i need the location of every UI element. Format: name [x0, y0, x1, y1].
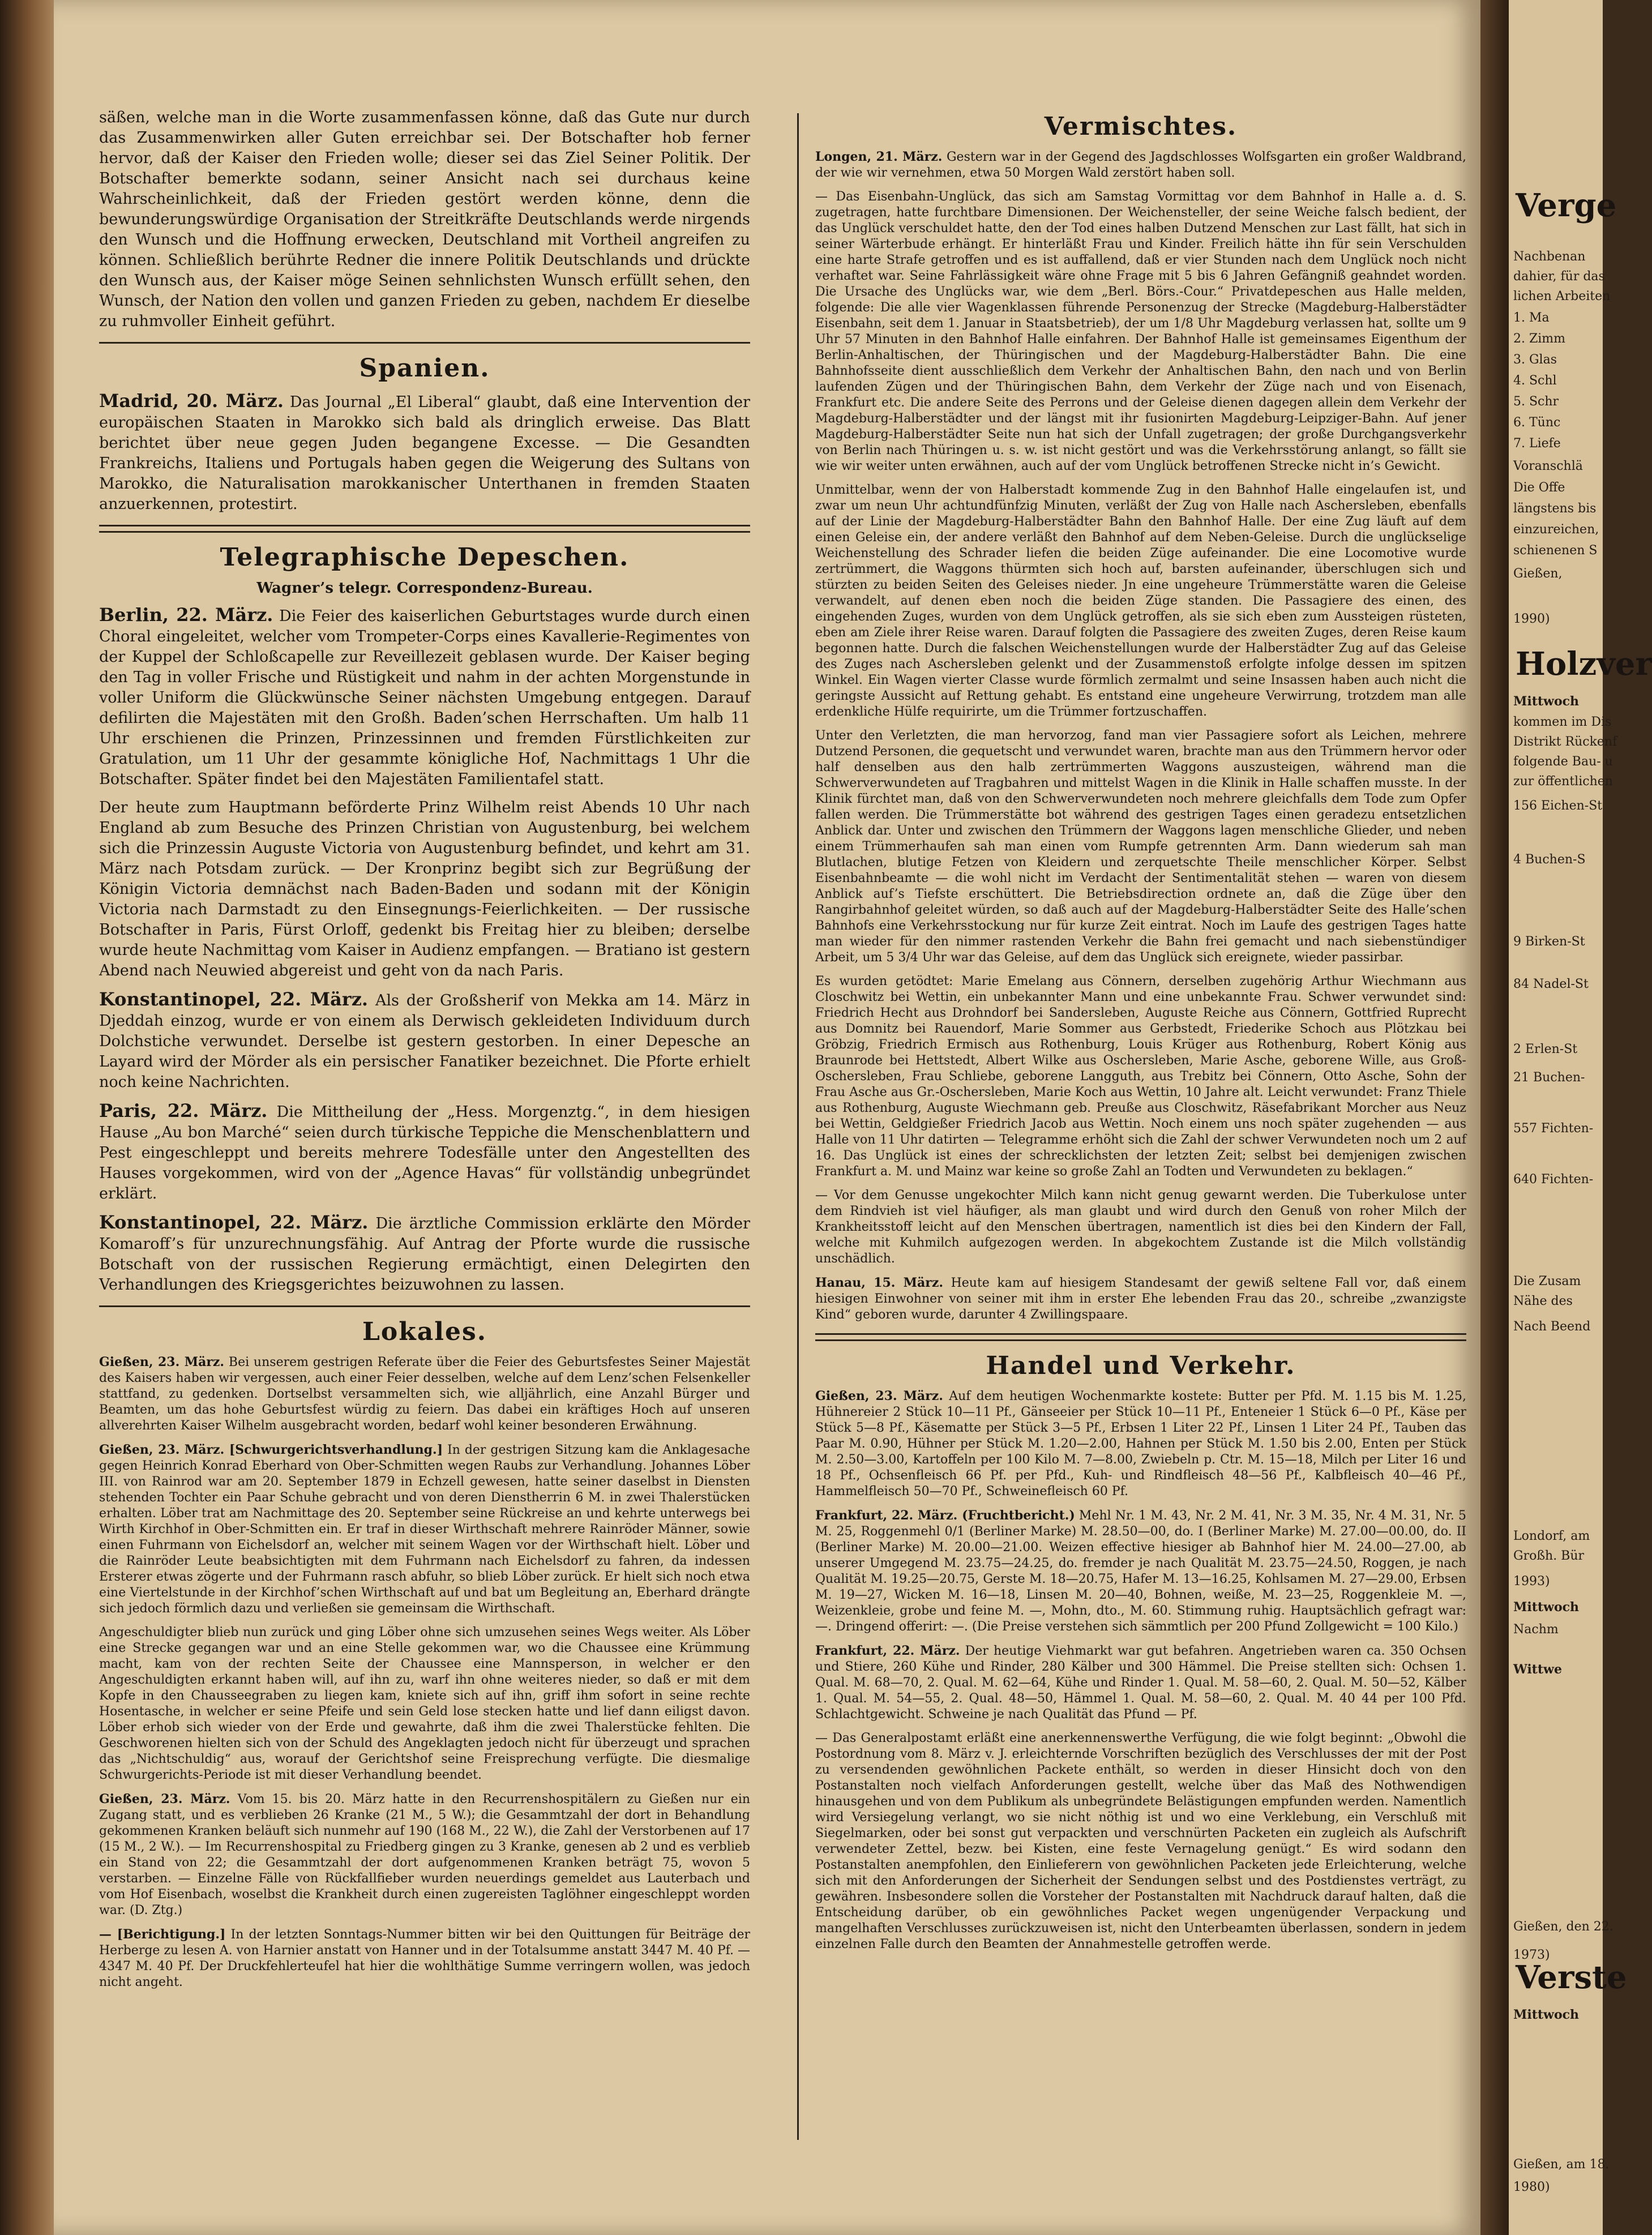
text-fragment: Wittwe [1513, 1662, 1562, 1677]
article-eisenbahn-unglueck-3: Unter den Verletzten, die man hervorzog, fand man vier Passagiere sofort als Leichen, mehrere Dutzend Personen, die gequetscht und verwundet waren, brachte man aus den Trümmern hervor oder half denselben aus den halb zertrümmerten Waggons auszusteigen, während man die Schwerverwundeten auf Tragbahren und mittelst Wagen in die Klinik in Halle schaffen musste. In der Klinik fürchtet man, daß von den Schwerverwundeten noch mehrere gleichfalls dem Tode zum Opfer fallen werden. Die Trümmerstätte bot während des gestrigen Tages einen geradezu entsetzlichen Anblick dar. Unter und zwischen den Trümmern der Waggons lagen menschliche Glieder, und neben einem Trümmerhaufen sah man einen vom Rumpfe getrennten Arm. Dann wiederum sah man Blutlachen, blutige Fetzen von Kleidern und zerquetschte Theile menschlicher Körper. Selbst Eisenbahnbeamte — die wohl nicht im Verdacht der Sentimentalität stehen — waren von diesem Anblick auf’s Tiefste erschüttert. Die Betriebsdirection ordnete an, daß die Züge über den Rangirbahnhof geleitet würden, so daß auch auf der Magdeburg-Halberstädter Seite des Halle’schen Bahnhofs eine Verkehrsstockung nur für kurze Zeit eintrat. Noch im Laufe des gestrigen Tages hatte man wieder für den nimmer rastenden Verkehr die Bahn frei gemacht und nach siebenstündiger Arbeit, um 5 3/4 Uhr war das Geleise, auf dem das Unglück sich ereignete, wieder passirbar. [815, 729, 1466, 965]
article-eisenbahn-unglueck-2: Unmittelbar, wenn der von Halberstadt kommende Zug in den Bahnhof Halle eingelaufen ist, und zwar um neun Uhr achtundfünfzig Minuten, verläßt der Zug von Halle nach Aschersleben, ebenfalls auf der Linie der Magdeburg-Halberstädter Bahn den Bahnhof Halle. Der eine Zug läuft auf dem einen Geleise ein, der andere verläßt den Bahnhof auf dem Neben-Geleise. Durch die unglückselige Weichenstellung des Schrader liefen die beiden Züge aufeinander. Die eine Locomotive wurde zertrümmert, die Waggons thürmten sich hoch auf, barsten aufeinander, überschlugen sich und stürzten zu beiden Seiten des Geleises nieder. Jn eine ungeheure Trümmerstätte waren die Geleise verwandelt, auf denen eben noch die beiden Züge standen. Die Passagiere des einen, des eingehenden Zuges, wurden von dem Unglück getroffen, als sie sich eben zum Aussteigen rüsteten, eben am Ziele ihrer Reise waren. Darauf folgten die Passagiere des zweiten Zuges, deren Reise kaum begonnen hatte. Durch die falschen Weichenstellungen wurde der Halberstädter Zug auf das Geleise des Zuges nach Aschersleben gelenkt und der Zusammenstoß erfolgte infolge dessen im spitzen Winkel. Ein Wagen vierter Classe wurde förmlich zermalmt und seine Insassen haben auch nicht die geringste Aussicht auf Rettung gehabt. Es entstand eine ungeheure Verwirrung, trotzdem man alle erdenkliche Hülfe requirirte, um die Trümmer fortzuschaffen. [815, 483, 1466, 719]
text-fragment: einzureichen, [1513, 523, 1599, 537]
text-fragment: 2 Erlen-St [1513, 1042, 1578, 1056]
section-heading-telegraphische-depeschen: Telegraphische Depeschen. [220, 543, 630, 572]
article-berichtigung [99, 1926, 750, 1990]
dateline: Gießen, 23. März. [Schwurgerichtsverhandlung.] [99, 1442, 443, 1457]
handel-block [815, 1388, 1466, 1953]
dateline: Gießen, 23. März. [99, 1355, 225, 1369]
intro-paragraph: säßen, welche man in die Worte zusammenfassen könne, daß das Gute nur durch das Zusammenwirken aller Guten erreichbar sei. Der Botschafter hob ferner hervor, daß der Kaiser den Frieden wolle; dieser sei das Ziel Seiner Politik. Der Botschafter bemerkte sodann, seiner Ansicht nach sei durchaus keine Wahrscheinlichkeit, daß der Frieden gestört werden könne, denn die bewunderungswürdige Organisation der Streitkräfte Deutschlands werde nirgends den Wunsch und die Hoffnung erwecken, Deutschland mit Vortheil angreifen zu können. Schließlich berührte Redner die innere Politik Deutschlands und drückte den Wunsch aus, der Kaiser möge Seinen sehnlichsten Wunsch erfüllt sehen, den Wunsch, der Nation den vollen und ganzen Frieden zu geben, nachdem Er dieselbe zu ruhmvoller Einheit geführt. [99, 109, 750, 330]
double-divider [815, 1333, 1466, 1341]
text-fragment: dahier, für das [1513, 269, 1605, 284]
text-fragment: 7. Liefe [1513, 436, 1561, 451]
left-column [99, 108, 750, 1998]
text-fragment: 2. Zimm [1513, 332, 1566, 346]
article-giessen-3 [99, 1791, 750, 1919]
double-divider [99, 525, 750, 533]
article-konstantinopel [99, 989, 750, 1093]
dateline: Frankfurt, 22. März. [815, 1643, 960, 1658]
section-heading-handel-und-verkehr: Handel und Verkehr. [986, 1351, 1296, 1380]
section-heading-lokales: Lokales. [362, 1317, 487, 1346]
lokales-block [99, 1354, 750, 1990]
article-body: Vom 15. bis 20. März hatte in den Recurrenshospitälern zu Gießen nur ein Zugang statt, und es verblieben 26 Kranke (21 M., 5 W.); die Gesammtzahl der dort in Behandlung gekommenen Kranken beläuft sich nunmehr auf 190 (168 M., 22 W.), die Zahl der Verstorbenen auf 17 (15 M., 2 W.). — Im Recurrenshospital zu Friedberg gingen zu 3 Kranke, genesen ab 2 und es verblieb ein Stand von 22; die Gesammtzahl der dort aufgenommenen Kranken beträgt 75, wovon 5 verstarben. — Einzelne Fälle von Rückfallfieber wurden neuerdings gemeldet aus Lauterbach und vom Hof Eisenbach, woselbst die Krankheit durch einen zugereisten Taglöhner eingeschleppt worden war. [99, 1792, 751, 1917]
article-handel-frankfurt-frucht [815, 1508, 1466, 1635]
text-fragment: Die Zusam [1513, 1274, 1581, 1288]
article-giessen-2-continued: Angeschuldigter blieb nun zurück und ging Löber ohne sich umzusehen seines Wegs weiter. Als Löber eine Strecke gegangen war und an eine Stelle gekommen war, wo die Chaussee eine Krümmung macht, kam von der rechten Seite der Chaussee eine Mannsperson, in welcher er den Angeschuldigten erkannt haben will, auf ihn zu, warf ihn ohne weiteres nieder, so daß er mit dem Kopfe in den Chausseegraben zu liegen kam, kniete sich auf ihn, griff ihm sofort in seine rechte Hosentasche, in welcher er seine Pfeife und sein Geld lose stecken hatte und lief dann eiligst davon. Löber erhob sich wieder von der Erde und gewahrte, daß ihm die zwei Thalerstücke fehlten. Die Geschworenen hielten sich von der Schuld des Angeklagten jedoch nicht für überzeugt und sprachen das „Nichtschuldig“ aus, worauf der Gerichtshof seine Freisprechung verfügte. Die diesmalige Schwurgerichts-Periode ist mit dieser Verhandlung beendet. [99, 1625, 750, 1782]
article-body: Bei unserem gestrigen Referate über die Feier des Geburtsfestes Seiner Majestät des Kaisers haben wir vergessen, auch einer Feier desselben, welche auf dem Lenz’schen Felsenkeller stattfand, zu gedenken. Dortselbst versammelten sich, wie alljährlich, eine Anzahl Bürger und Beamten, um das hohe Geburtsfest würdig zu feiern. Das dabei ein kräftiges Hoch auf unseren allverehrten Kaiser Wilhelm ausgebracht worden, bedarf wohl keiner besonderen Erwähnung. [99, 1355, 751, 1433]
dateline: Hanau, 15. März. [815, 1275, 944, 1290]
article-body: Die ärztliche Commission erklärte den Mörder Komaroff’s für unzurechnungsfähig. Auf Antrag der Pforte wurde die russische Botschaft von der russischen Regierung ermächtigt, einen Delegirten den Verhandlungen des Kriegsgerichtes beizuwohnen zu lassen. [99, 1215, 750, 1294]
text-fragment: lichen Arbeiten [1513, 289, 1611, 303]
article-giessen-2 [99, 1442, 750, 1617]
text-fragment: Nachbenan [1513, 250, 1586, 264]
text-fragment: Nachm [1513, 1622, 1559, 1637]
dateline: Frankfurt, 22. März. (Fruchtbericht.) [815, 1508, 1075, 1523]
book-binding [0, 0, 54, 2235]
text-fragment: 3. Glas [1513, 353, 1557, 367]
text-fragment: Distrikt Rückenf [1513, 735, 1617, 749]
dateline: Madrid, 20. März. [99, 390, 284, 412]
article-body: Heute kam auf hiesigem Standesamt der gewiß seltene Fall vor, daß einem hiesigen Einwohner von seiner mit ihm in erster Ehe lebenden Frau das 20., schreibe „zwanzigste Kind“ geboren wurde, darunter 4 Zwillingspaare. [815, 1276, 1466, 1322]
article-handel-giessen [815, 1388, 1466, 1500]
divider [99, 342, 750, 344]
text-fragment: 21 Buchen- [1513, 1071, 1585, 1085]
text-fragment: 9 Birken-St [1513, 935, 1585, 949]
text-fragment: 4. Schl [1513, 374, 1557, 388]
text-fragment: zur öffentlichen [1513, 774, 1613, 789]
section-subheading: Wagner’s telegr. Correspondenz-Bureau. [256, 580, 593, 597]
text-fragment: 1993) [1513, 1574, 1550, 1589]
article-body: Gestern war in der Gegend des Jagdschlosses Wolfsgarten ein großer Waldbrand, der wie wir vernehmen, etwa 50 Morgen Wald zerstört haben soll. [815, 150, 1466, 180]
article-paris [99, 1101, 750, 1204]
article-eisenbahn-unglueck: — Das Eisenbahn-Unglück, das sich am Samstag Vormittag vor dem Bahnhof in Halle a. d. S. zugetragen, hatte furchtbare Dimensionen. Der Weichensteller, der seine Weiche falsch bedient, der das Unglück verschuldet hatte, den der Tod eines halben Dutzend Menschen zur Last fällt, hat sich in seiner Wärterbude erhängt. Er hinterläßt Frau und Kinder. Freilich hätte ihn für sein Verschulden eine harte Strafe getroffen und es ist auffallend, daß er vier Stunden nach dem Unglück noch nicht verhaftet war. Seine Fahrlässigkeit wäre ohne Frage mit 5 bis 6 Jahren Gefängniß geahndet worden. Die Ursache des Unglücks war, wie dem „Berl. Börs.-Cour.“ Privatdepeschen aus Halle melden, folgende: Die alle vier Wagenklassen führende Personenzug der Strecke (Magdeburg-Halberstädter Eisenbahn, seit dem 1. Januar in Staatsbetrieb), der um 1/8 Uhr Magdeburg verlassen hat, sollte um 9 Uhr 57 Minuten in den Bahnhof Halle einfahren. Der Bahnhof Halle ist gemeinsames Eigenthum der Berlin-Anhaltischen, der Thüringischen und der Magdeburg-Halberstädter Bahn. Die eine Bahnhofsseite dient ausschließlich dem Verkehr der Anhaltischen Bahn, den nach und von Berlin laufenden Zügen und der Thüringischen Bahn, dem Verkehr der Züge nach und von Eisenach, Frankfurt etc. Die andere Seite des Perrons und der Geleise dienen dagegen allein dem Verkehr der Magdeburg-Halberstädter und der längst mit ihr fusionirten Magdeburg-Leipziger-Bahn. Auf jener Magdeburg-Halberstädter Seite nun hat sich der Unfall zugetragen; der große Durchgangsverkehr von Berlin nach Thüringen u. s. w. ist nicht gestört und was die Verkehrsstörung anlangt, so fällt sie wie wir weiter unten erwähnen, auch auf der vom Unglück betroffenen Strecke nicht in’s Gewicht. [815, 190, 1466, 473]
text-fragment: 1990) [1513, 612, 1550, 626]
text-fragment: 1973) [1513, 1948, 1550, 1962]
article-body: Auf dem heutigen Wochenmarkte kostete: Butter per Pfd. M. 1.15 bis M. 1.25, Hühnereier 2 Stück 10—11 Pf., Gänseeier per Stück 10—11 Pf., Enteneier 1 Stück 6—0 Pf., Käse per Stück 5—8 Pf., Käsematte per Stück 3—5 Pf., Erbsen 1 Liter 22 Pf., Linsen 1 Liter 24 Pf., Tauben das Paar M. 0.90, Hühner per Stück M. 1.20—2.00, Hahnen per Stück M. 1.50 bis 2.00, Enten per Stück M. 2.50—3.00, Kartoffeln per 100 Kilo M. 7—8.00, Zwiebeln p. Ctr. M. 15—18, Milch per Liter 16 und 18 Pf., Ochsenfleisch 66 Pf. per Pfd., Kuh- und Rindfleisch 48—56 Pf., Kalbfleisch 40—46 Pf., Hammelfleisch 50—70 Pf., Schweinefleisch 60 Pf. [815, 1389, 1467, 1498]
text-fragment: schienenen S [1513, 543, 1598, 558]
text-fragment: 156 Eichen-St [1513, 799, 1603, 813]
article-milch: — Vor dem Genusse ungekochter Milch kann nicht genug gewarnt werden. Die Tuberkulose unter dem Rindvieh ist viel häufiger, als man glaubt und wird durch den Genuß von roher Milch der Krankheitsstoff leicht auf den Menschen übertragen, namentlich ist dies bei den Kindern der Fall, welche mit Kuhmilch aufgezogen werden. In abgekochtem Zustande ist die Milch vollständig unschädlich. [815, 1188, 1466, 1266]
article-body: Der heutige Viehmarkt war gut befahren. Angetrieben waren ca. 350 Ochsen und Stiere, 260 Kühe und Rinder, 280 Kälber und 300 Hämmel. Die Preise stellten sich: Ochsen 1. Qual. M. 68—70, 2. Qual. M. 62—64, Kühe und Rinder 1. Qual. M. 58—60, 2. Qual. M. 50—52, Kälber 1. Qual. M. 54—55, 2. Qual. 48—50, Hämmel 1. Qual. M. 58—60, 2. Qual. M. 40 44 per 100 Pfd. Schlachtgewicht. Schweine je nach Qualität das Pfund — Pf. [815, 1644, 1466, 1722]
article-body: Die Mittheilung der „Hess. Morgenztg.“, in dem hiesigen Hause „Au bon Marché“ seien durch türkische Teppiche die Menschenblattern und Pest eingeschleppt und bereits mehrere Todesfälle unter den Angestellten des Hauses vorgekommen, wird von der „Agence Havas“ für vollständig unbegründet erklärt. [99, 1103, 750, 1202]
text-fragment: 557 Fichten- [1513, 1121, 1594, 1136]
text-fragment: Mittwoch [1513, 2007, 1580, 2022]
article-konstantinopel-2 [99, 1212, 750, 1295]
text-fragment: kommen im Dis [1513, 715, 1612, 729]
article-berlin-continued: Der heute zum Hauptmann beförderte Prinz Wilhelm reist Abends 10 Uhr nach England ab zum Besuche des Prinzen Christian von Augustenburg, bei welchem sich die Prinzessin Auguste Victoria von Augustenburg befindet, und kehrt am 31. März nach Potsdam zurück. — Der Kronprinz begibt sich zur Begrüßung der Königin Victoria demnächst nach Baden-Baden und sodann mit der Königin Victoria nach Darmstadt zu den Einsegnungs-Feierlichkeiten. — Der russische Botschafter in Paris, Fürst Orloff, gedenkt bis Freitag hier zu bleiben; derselbe wurde heute Nachmittag vom Kaiser in Audienz empfangen. — Bratiano ist gestern Abend nach Neuwied abgereist und geht von da nach Paris. [99, 799, 750, 979]
section-heading-vermischtes: Vermischtes. [1044, 112, 1238, 141]
dateline: Konstantinopel, 22. März. [99, 988, 369, 1010]
dateline: — [Berichtigung.] [99, 1927, 226, 1942]
article-body: Die Feier des kaiserlichen Geburtstages wurde durch einen Choral eingeleitet, welcher vom Trompeter-Corps eines Kavallerie-Regimentes von der Kuppel der Schloßcapelle zur Reveillezeit geblasen wurde. Der Kaiser beging den Tag in voller Frische und Rüstigkeit und nahm in der achten Morgenstunde in voller Uniform die Glückwünsche Seiner nächsten Umgebung entgegen. Darauf defilirten die Majestäten mit den Großh. Baden’schen Herrschaften. Um halb 11 Uhr erschienen die Prinzen, Prinzessinnen und fremden Fürstlichkeiten zur Gratulation, um 11 Uhr der gesammte königliche Hof, Nachmittags 1 Uhr die Botschafter. Später findet bei den Majestäten Familientafel statt. [99, 607, 750, 788]
right-column [815, 108, 1466, 1960]
article-madrid [99, 391, 750, 515]
article-generalpostamt: — Das Generalpostamt erläßt eine anerkennenswerthe Verfügung, die wie folgt beginnt: „Obwohl die Postordnung vom 8. März v. J. erleichternde Vorschriften bezüglich des Verschlusses der mit der Post zu versendenden gewöhnlichen Packete enthält, so werden in dieser Hinsicht doch von den Postanstalten noch vielfach Anforderungen gestellt, welche über das Maß des Nothwendigen hinausgehen und von dem Publikum als unbegründete Belästigungen empfunden werden. Namentlich wird Versiegelung verlangt, wo sie nicht nöthig ist und wo eine Verklebung, ein Verschluß mit Siegelmarken, oder bei sonst gut verpackten und verschnürten Packeten ein zugleich als Aufschrift verwendeter Zettel, bezw. bei Kisten, eine feste Vernagelung genügt.“ Es wird sodann den Postanstalten anempfohlen, den Einlieferern von gewöhnlichen Packeten jede Erleichterung, welche sich mit den Anforderungen der Sicherheit der Sendungen selbst und des Postdienstes verträgt, zu gewähren. Insbesondere sollen die Vorsteher der Postanstalten mit Nachdruck darauf halten, daß die Entscheidung darüber, ob ein gewöhnliches Packet wegen ungenügender Verpackung und mangelhaften Verschlusses zurückzuweisen ist, nicht den Unterbeamten überlassen, sondern in jedem einzelnen Falle durch den Beamten der Annahmestelle getroffen werde. [815, 1731, 1466, 1951]
heading-fragment: Holzver [1516, 645, 1652, 683]
text-fragment: Mittwoch [1513, 694, 1580, 709]
vermischtes-block [815, 149, 1466, 1323]
text-fragment: 5. Schr [1513, 395, 1559, 409]
text-fragment: Voranschlä [1513, 459, 1583, 473]
text-fragment: Gießen, am 18. [1513, 2157, 1610, 2172]
dateline: Paris, 22. März. [99, 1100, 268, 1121]
divider [99, 1305, 750, 1307]
dateline: Gießen, 23. März. [99, 1792, 230, 1806]
article-body: Als der Großsherif von Mekka am 14. März in Djeddah einzog, wurde er von einem als Derwisch gekleideten Individuum durch Dolchstiche verwundet. Derselbe ist gestern gestorben. In einer Depesche an Layard wird der Mörder als ein persischer Fanatiker bezeichnet. Die Pforte erhielt noch keine Nachrichten. [99, 992, 750, 1091]
text-fragment: Großh. Bür [1513, 1549, 1585, 1563]
text-fragment: Gießen, den 22. [1513, 1920, 1614, 1934]
dateline: Longen, 21. März. [815, 149, 943, 164]
article-giessen-1 [99, 1354, 750, 1434]
article-body: Mehl Nr. 1 M. 43, Nr. 2 M. 41, Nr. 3 M. 35, Nr. 4 M. 31, Nr. 5 M. 25, Roggenmehl 0/1 (Berliner Marke) M. 28.50—00, do. I (Berliner Marke) M. 27.00—00.00, do. II (Berliner Marke) M. 20.00—21.00. Weizen effective hiesiger ab Bahnhof hier M. 24.00—27.00, ab unserer Umgegend M. 23.75—24.25, do. fremder je nach Qualität M. 23.75—24.50, Roggen, je nach Qualität M. 19.25—20.75, Gerste M. 18—20.75, Hafer M. 13—16.25, Kohlsamen M. 27—29.00, Erbsen M. 19—27, Wicken M. 16—18, Linsen M. 20—40, Bohnen, weiße, M. 23—25, Roggenkleie M. —, Weizenkleie, grobe und feine M. —, Mohn, dto., M. 60. Stimmung ruhig. Hauptsächlich gefragt war: —. Dringend offerirt: —. (Die Preise verstehen sich sämmtlich per 200 Pfund Zollgewicht = 100 Kilo.) [815, 1509, 1466, 1634]
text-fragment: folgende Bau- u [1513, 755, 1613, 769]
text-fragment: Gießen, [1513, 567, 1563, 581]
text-fragment: 1. Ma [1513, 311, 1550, 325]
article-berlin [99, 605, 750, 790]
text-fragment: Nach Beend [1513, 1320, 1591, 1334]
text-fragment: 6. Tünc [1513, 416, 1561, 430]
heading-fragment: Verste [1516, 1959, 1627, 1996]
article-hanau [815, 1275, 1466, 1323]
heading-fragment: Verge [1516, 187, 1617, 224]
article-body: Das Journal „El Liberal“ glaubt, daß eine Intervention der europäischen Staaten in Marokko sich bald als dringlich erweise. Das Blatt berichtet über neue gegen Juden begangene Excesse. — Die Gesandten Frankreichs, Italiens und Portugals haben gegen die Weigerung des Sultans von Marokko, die Naturalisation marokkanischer Unterthanen in fremden Staaten anzuerkennen, protestirt. [99, 393, 751, 513]
article-handel-frankfurt-vieh [815, 1643, 1466, 1723]
text-fragment: längstens bis [1513, 502, 1597, 516]
text-fragment: 4 Buchen-S [1513, 853, 1586, 867]
article-longen [815, 149, 1466, 181]
dateline: Konstantinopel, 22. März. [99, 1211, 369, 1233]
adjacent-page [1509, 0, 1652, 2235]
text-fragment: Nähe des [1513, 1294, 1573, 1308]
dateline: Gießen, 23. März. [815, 1389, 943, 1403]
section-heading-spanien: Spanien. [359, 354, 490, 383]
article-body: In der letzten Sonntags-Nummer bitten wir bei den Quittungen für Beiträge der Herberge zu lesen A. von Harnier anstatt von Hanner und in der Totalsumme anstatt 3447 M. 40 Pf. — 4347 M. 40 Pf. Der Druckfehlerteufel hat hier die wohlthätige Summe verringern wollen, was jedoch nicht angeht. [99, 1928, 751, 1989]
article-body: In der gestrigen Sitzung kam die Anklagesache gegen Heinrich Konrad Eberhard von Ober-Schmitten wegen Raubs zur Verhandlung. Johannes Löber III. von Rainrod war am 20. September 1879 in Echzell gewesen, hatte seiner daselbst in Diensten stehenden Tochter ein Paar Schuhe gebracht und von deren Dienstherrin 6 M. in zwei Thalerstücken erhalten. Löber trat am Nachmittage des 20. September seine Rückreise an und kehrte unterwegs bei Wirth Kirchhof in Ober-Schmitten ein. Er traf in dieser Wirthschaft mehrere Rainröder Männer, sowie einen Fuhrmann von Eichelsdorf an, welcher mit seinem Wagen vor der Wirthschaft hielt. Löber und die Rainröder Leute beabsichtigten mit dem Fuhrmann nach Eichelsdorf zu fahren, da indessen Ersterer etwas zögerte und der Fuhrmann rasch abfuhr, so blieb Löber zurück. Er hielt sich noch etwa eine Viertelstunde in der Kirchhof’schen Wirthschaft auf und bat um Begleitung an, Eberhard drängte sich jedoch förmlich dazu und verließen sie gemeinsam die Wirthschaft. [99, 1443, 751, 1616]
dateline: Berlin, 22. März. [99, 604, 273, 626]
text-fragment: Mittwoch [1513, 1600, 1580, 1615]
column-divider [797, 113, 799, 2140]
text-fragment: Die Offe [1513, 481, 1565, 495]
text-fragment: Londorf, am [1513, 1529, 1590, 1543]
text-fragment: 640 Fichten- [1513, 1172, 1594, 1187]
source-note: (D. Ztg.) [130, 1903, 183, 1917]
text-fragment: 1980) [1513, 2180, 1550, 2194]
article-eisenbahn-unglueck-4: Es wurden getödtet: Marie Emelang aus Cönnern, derselben zugehörig Arthur Wiechmann aus Closchwitz bei Wettin, ein unbekannter Mann und eine unbekannte Frau. Schwer verwundet sind: Friedrich Hecht aus Drohndorf bei Sandersleben, Auguste Reiche aus Cönnern, Gottfried Ruprecht aus Domnitz bei Rauendorf, Marie Sommer aus Gerbstedt, Friederike Schoch aus Plötzkau bei Gröbzig, Friedrich Ermisch aus Rothenburg, Louis Krüger aus Rothenburg, Robert König aus Braunrode bei Hettstedt, Albert Wilke aus Oschersleben, Marie Asche, geborene Wille, aus Groß-Oschersleben, Frau Schliebe, geborene Langguth, aus Trebitz bei Cönnern, Otto Asche, Sohn der Frau Asche aus Gr.-Oschersleben, Marie Koch aus Wettin, 10 Jahre alt. Leicht verwundet: Franz Thiele aus Rothenburg, Auguste Wiechmann geb. Preuße aus Closchwitz, Räsefabrikant Morcher aus Neuz bei Wettin, Geldgießer Friedrich Jacob aus Wettin. Noch einem uns noch später zugehenden — aus Halle von 11 Uhr datirten — Telegramme erhöht sich die Zahl der schwer Verwundeten noch um 2 auf 16. Das Unglück ist eines der schrecklichsten der letzten Zeit; selbst bei demjenigen zwischen Frankfurt a. M. und Mainz war keine so große Zahl an Todten und Verwundeten zu beklagen.“ [815, 974, 1466, 1179]
book-gutter [1480, 0, 1509, 2235]
text-fragment: 84 Nadel-St [1513, 977, 1589, 991]
